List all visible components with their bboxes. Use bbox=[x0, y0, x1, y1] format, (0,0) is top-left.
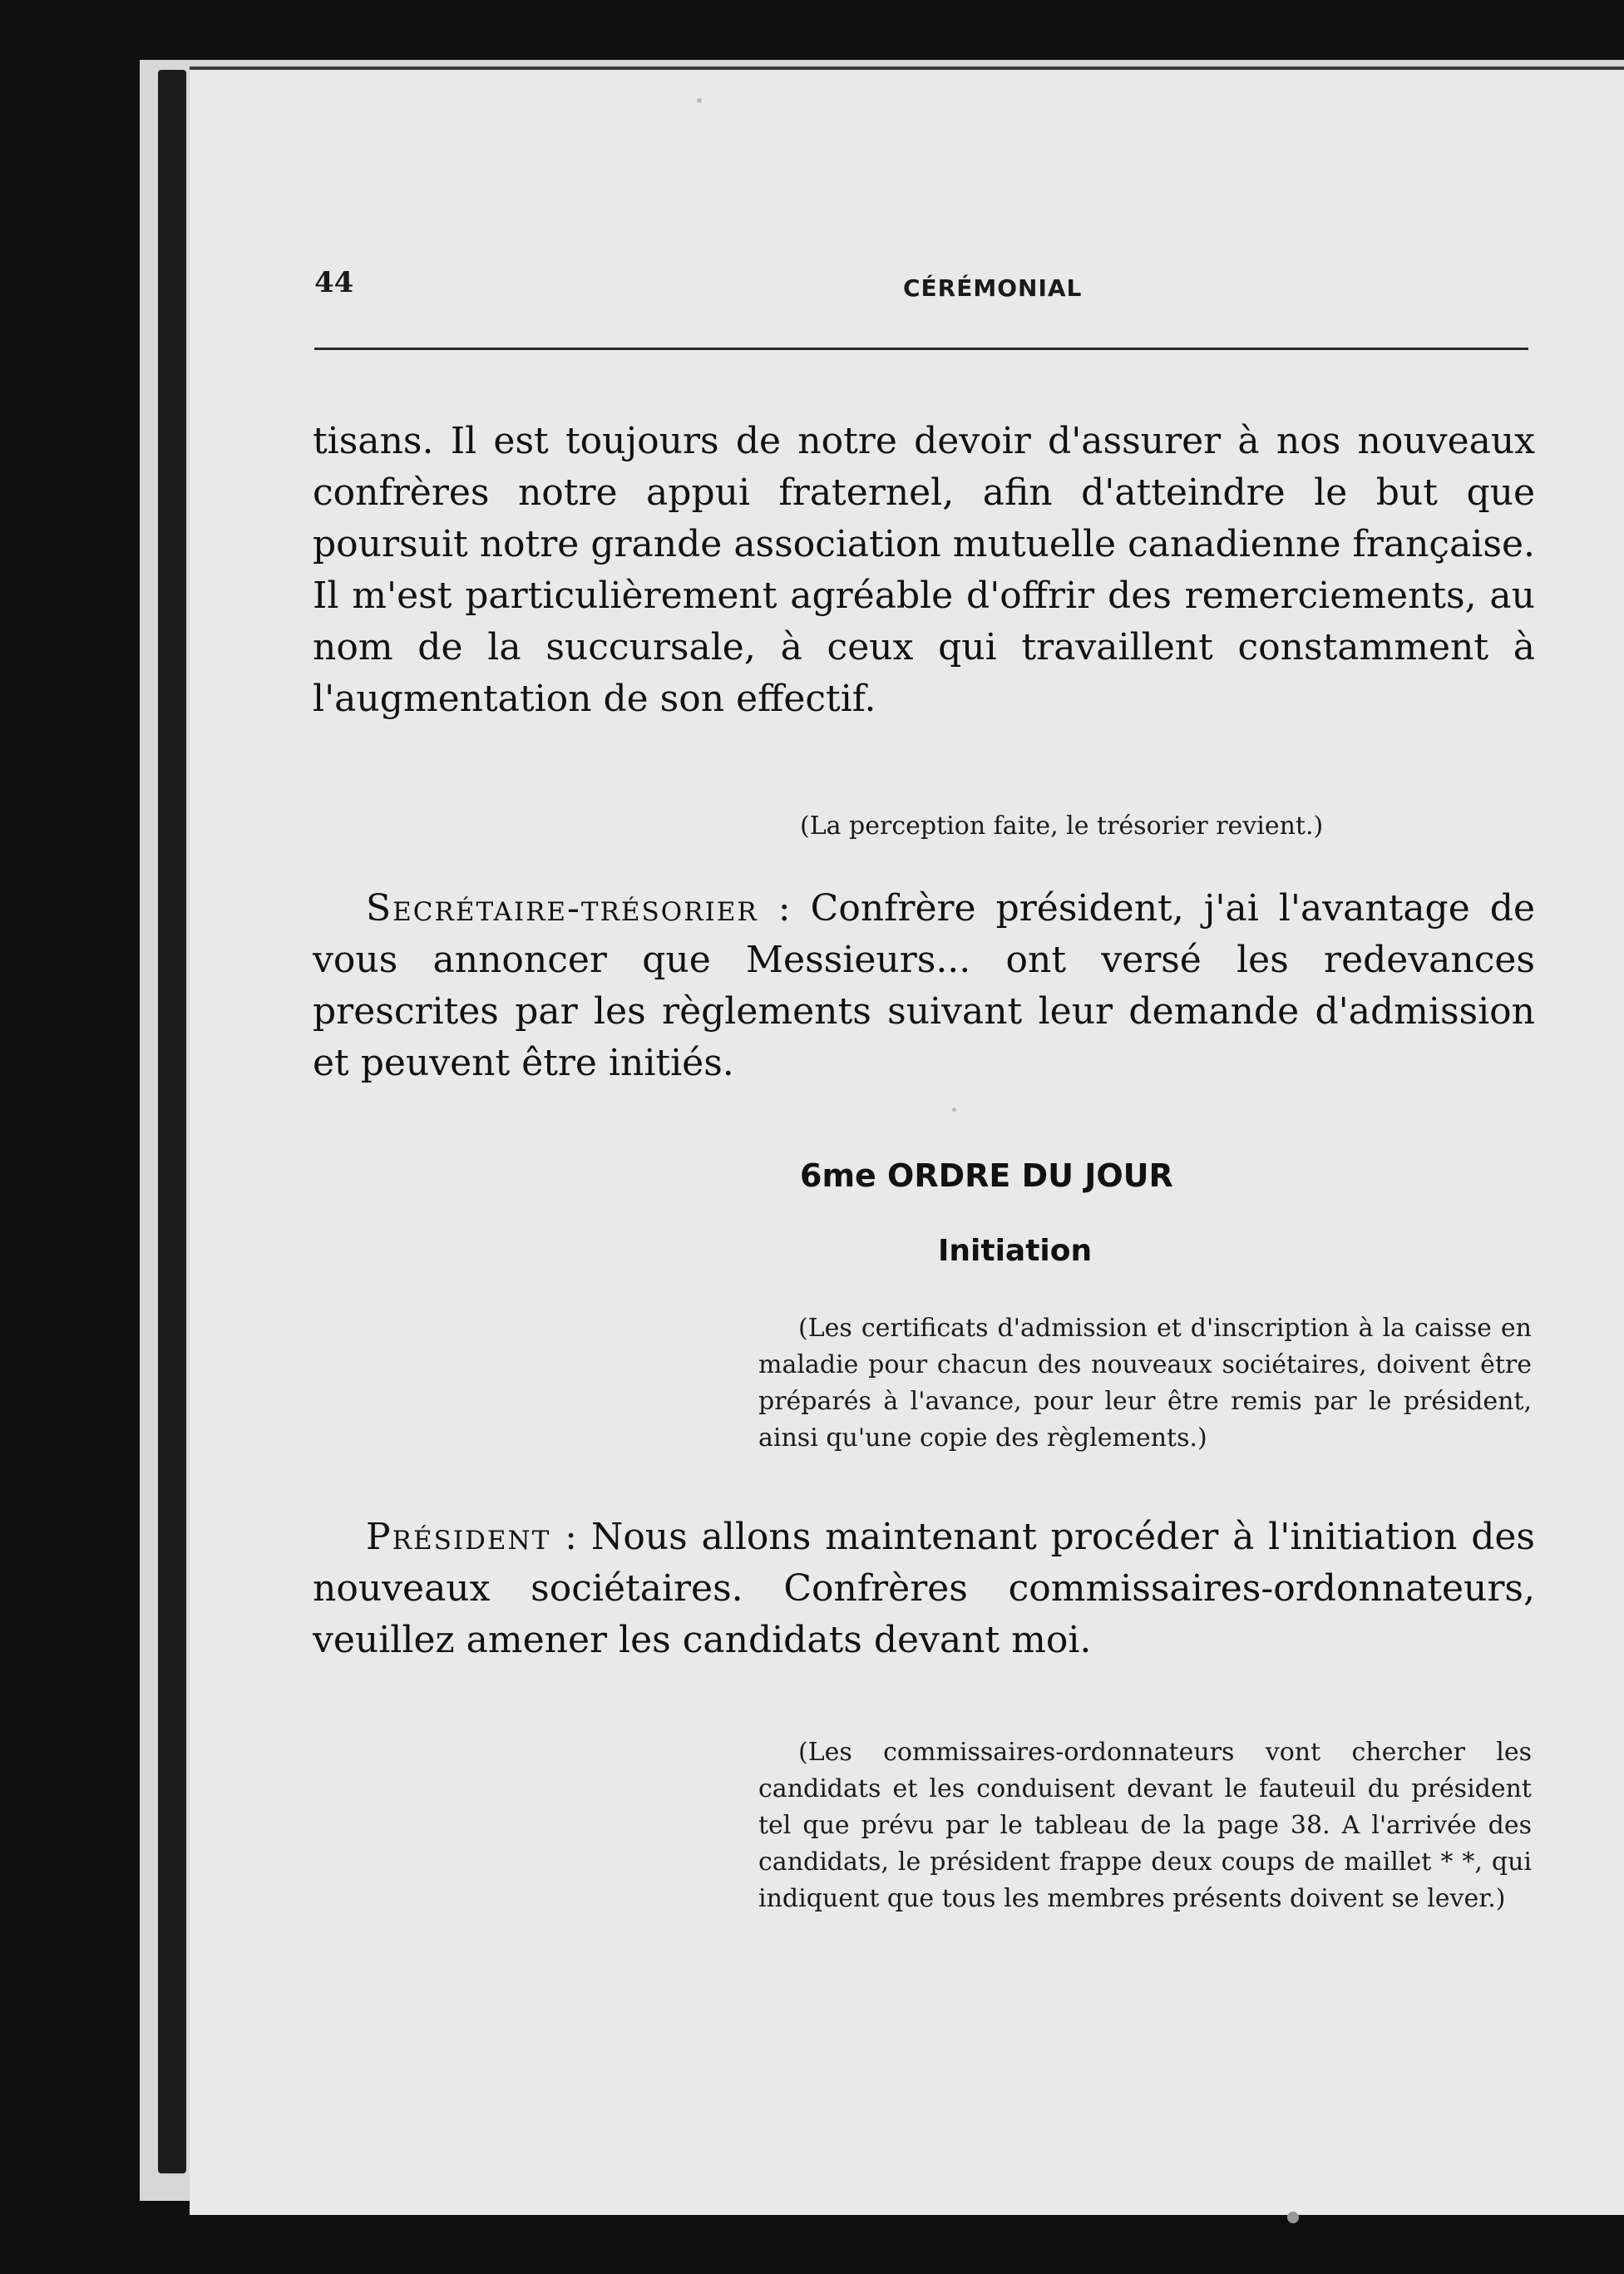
paragraph-secretary bbox=[313, 883, 1535, 1089]
paragraph-continuation: tisans. Il est toujours de notre devoir d'assurer à nos nouveaux confrères notre appui fraternel, afin d'atteindre le but que poursuit notre grande association mutuelle canadienne française. Il m'est particulièrement agréable d'offrir des remerciements, au nom de la succursale, à ceux qui travaillent constamment à l'augmentation de son effectif. bbox=[313, 420, 1535, 720]
binding-edge bbox=[158, 70, 186, 2173]
ink-speck bbox=[697, 98, 702, 103]
president-speech: : Nous allons maintenant procéder à l'initiation des nouveaux sociétaires. Confrères commissaires-ordonnateurs, veuillez amener les candidats devant moi. bbox=[313, 1516, 1535, 1661]
stage-direction-perception: (La perception faite, le trésorier revient.) bbox=[800, 811, 1324, 841]
section-subheading: Initiation bbox=[938, 1234, 1093, 1268]
ink-speck bbox=[952, 1107, 956, 1112]
secretary-speech: : Confrère président, j'ai l'avantage de vous annoncer que Messieurs... ont versé les redevances prescrites par les règlements suivant leur demande d'admission et peuvent être initiés. bbox=[313, 887, 1535, 1084]
stage-direction-certificates: (Les certificats d'admission et d'inscription à la caisse en maladie pour chacun des nouveaux sociétaires, doivent être préparés à l'avance, pour leur être remis par le président, ainsi qu'une copie des règlements.) bbox=[758, 1314, 1532, 1453]
section-heading: 6me ORDRE DU JOUR bbox=[800, 1157, 1173, 1194]
stage-direction-candidates: (Les commissaires-ordonnateurs vont chercher les candidats et les conduisent devant le fauteuil du président tel que prévu par le tableau de la page 38. A l'arrivée des candidats, le président frappe deux coups de maillet * *, qui indiquent que tous les membres présents doivent se lever.) bbox=[758, 1738, 1532, 1913]
page-number: 44 bbox=[314, 266, 354, 299]
speaker-president: Président bbox=[366, 1516, 551, 1558]
ink-speck bbox=[1287, 2212, 1299, 2223]
running-head: CÉRÉMONIAL bbox=[903, 274, 1083, 302]
header-rule bbox=[314, 348, 1528, 350]
paragraph-president bbox=[313, 1512, 1535, 1666]
speaker-secretary: Secrétaire-trésorier bbox=[366, 887, 758, 930]
